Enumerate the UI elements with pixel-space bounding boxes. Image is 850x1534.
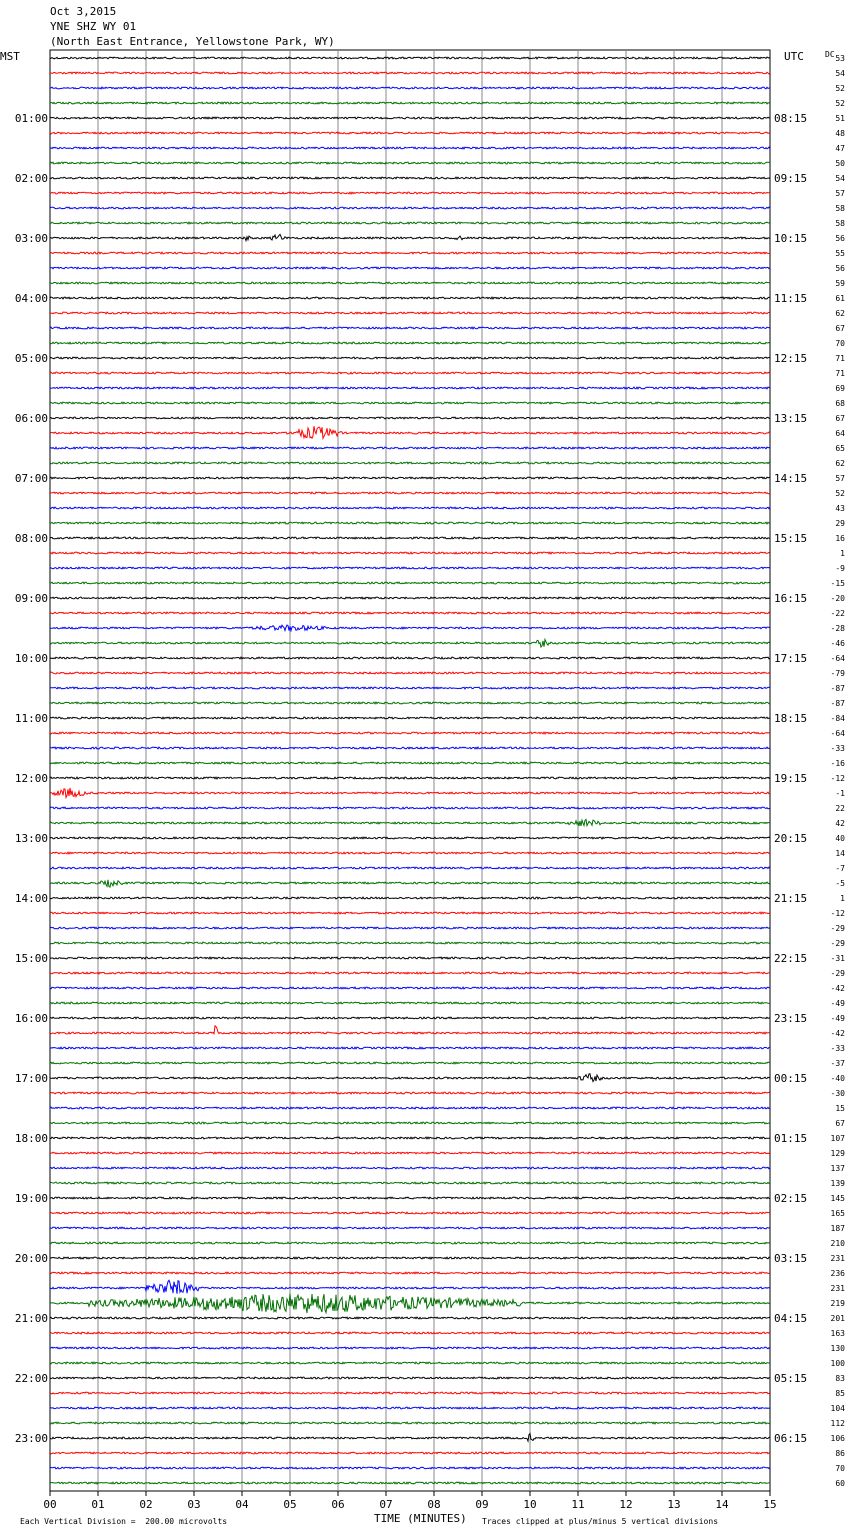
utc-hour-label: 13:15 [774, 412, 808, 425]
mst-hour-label: 23:00 [14, 1432, 48, 1445]
mst-hour-label: 22:00 [14, 1372, 48, 1385]
trace-line [50, 819, 770, 826]
utc-hour-label: 15:15 [774, 532, 808, 545]
mst-hour-label: 14:00 [14, 892, 48, 905]
trace-line [50, 1242, 770, 1244]
x-tick-label: 15 [763, 1498, 777, 1511]
dc-offset-label: 64 [835, 429, 845, 438]
dc-offset-label: 15 [835, 1104, 845, 1113]
utc-hour-label: 00:15 [774, 1072, 808, 1085]
dc-offset-label: -7 [835, 864, 845, 873]
trace-line [50, 582, 770, 584]
trace-line [50, 1107, 770, 1109]
trace-line [50, 147, 770, 149]
trace-line [50, 72, 770, 74]
dc-offset-label: 68 [835, 399, 845, 408]
trace-line [50, 897, 770, 899]
mst-hour-label: 18:00 [14, 1132, 48, 1145]
trace-line [50, 687, 770, 689]
trace-line [50, 1347, 770, 1349]
dc-offset-label: 57 [835, 474, 845, 483]
trace-line [50, 1167, 770, 1169]
dc-offset-label: -30 [830, 1089, 845, 1098]
trace-line [50, 417, 770, 419]
mst-hour-label: 13:00 [14, 832, 48, 845]
dc-offset-label: -20 [830, 594, 845, 603]
dc-offset-label: 145 [830, 1194, 845, 1203]
dc-offset-label: 51 [835, 114, 845, 123]
dc-offset-label: 130 [830, 1344, 845, 1353]
trace-line [50, 1272, 770, 1274]
dc-offset-label: 62 [835, 459, 845, 468]
dc-offset-label: 56 [835, 264, 845, 273]
dc-offset-label: -5 [835, 879, 845, 888]
x-tick-label: 02 [139, 1498, 153, 1511]
trace-line [50, 282, 770, 284]
trace-line [50, 1137, 770, 1139]
trace-line [50, 1062, 770, 1064]
dc-offset-label: 129 [830, 1149, 845, 1158]
trace-line [50, 507, 770, 509]
utc-hour-label: 03:15 [774, 1252, 808, 1265]
dc-offset-label: 210 [830, 1239, 845, 1248]
trace-line [50, 1452, 770, 1454]
mst-hour-label: 08:00 [14, 532, 48, 545]
x-tick-label: 00 [43, 1498, 57, 1511]
mst-hour-label: 12:00 [14, 772, 48, 785]
trace-line [50, 567, 770, 569]
x-tick-label: 10 [523, 1498, 537, 1511]
dc-offset-label: 231 [830, 1254, 845, 1263]
dc-offset-label: 83 [835, 1374, 845, 1383]
trace-line [50, 117, 770, 119]
dc-offset-label: 85 [835, 1389, 845, 1398]
dc-offset-label: 67 [835, 324, 845, 333]
trace-line [50, 1482, 770, 1484]
trace-line [50, 972, 770, 974]
utc-hour-label: 22:15 [774, 952, 808, 965]
x-tick-label: 09 [475, 1498, 489, 1511]
trace-line [50, 640, 770, 648]
dc-offset-label: -22 [830, 609, 845, 618]
utc-hour-label: 02:15 [774, 1192, 808, 1205]
dc-offset-label: 22 [835, 804, 845, 813]
utc-hour-label: 19:15 [774, 772, 808, 785]
dc-offset-label: -9 [835, 564, 845, 573]
dc-offset-label: 62 [835, 309, 845, 318]
dc-offset-label: 16 [835, 534, 845, 543]
dc-offset-label: 86 [835, 1449, 845, 1458]
dc-offset-label: -31 [830, 954, 845, 963]
dc-offset-label: 58 [835, 219, 845, 228]
dc-offset-label: -64 [830, 729, 845, 738]
dc-offset-label: 69 [835, 384, 845, 393]
trace-line [50, 372, 770, 374]
utc-hour-label: 23:15 [774, 1012, 808, 1025]
trace-line [50, 1257, 770, 1259]
mst-label: MST [0, 50, 20, 63]
x-tick-label: 05 [283, 1498, 297, 1511]
x-tick-label: 01 [91, 1498, 105, 1511]
dc-offset-label: -12 [830, 774, 845, 783]
dc-offset-label: 165 [830, 1209, 845, 1218]
trace-line [50, 177, 770, 179]
dc-offset-label: 47 [835, 144, 845, 153]
trace-line [50, 957, 770, 959]
trace-line [50, 1122, 770, 1124]
utc-hour-label: 10:15 [774, 232, 808, 245]
dc-offset-label: -49 [830, 999, 845, 1008]
mst-hour-label: 19:00 [14, 1192, 48, 1205]
x-tick-label: 06 [331, 1498, 345, 1511]
dc-offset-label: -28 [830, 624, 845, 633]
trace-line [50, 57, 770, 59]
trace-line [50, 477, 770, 479]
trace-line [50, 132, 770, 134]
dc-offset-label: 52 [835, 84, 845, 93]
mst-hour-label: 10:00 [14, 652, 48, 665]
mst-hour-label: 01:00 [14, 112, 48, 125]
trace-line [50, 837, 770, 839]
dc-offset-label: -29 [830, 939, 845, 948]
location-label: (North East Entrance, Yellowstone Park, WY) [50, 35, 335, 48]
trace-line [50, 462, 770, 464]
trace-line [50, 732, 770, 734]
trace-line [50, 987, 770, 989]
trace-line [50, 1182, 770, 1184]
trace-line [50, 1074, 770, 1082]
utc-hour-label: 01:15 [774, 1132, 808, 1145]
trace-line [50, 1017, 770, 1019]
utc-hour-label: 06:15 [774, 1432, 808, 1445]
dc-offset-label: -33 [830, 1044, 845, 1053]
trace-line [50, 552, 770, 554]
trace-line [50, 1377, 770, 1379]
trace-line [50, 342, 770, 344]
dc-offset-label: 59 [835, 279, 845, 288]
mst-hour-label: 05:00 [14, 352, 48, 365]
trace-line [50, 1467, 770, 1469]
utc-label: UTC [784, 50, 804, 63]
dc-offset-label: -15 [830, 579, 845, 588]
trace-line [50, 207, 770, 209]
trace-line [50, 252, 770, 254]
trace-line [50, 1422, 770, 1424]
trace-line [50, 1280, 770, 1293]
trace-line [50, 1433, 770, 1441]
trace-line [50, 612, 770, 614]
trace-line [50, 387, 770, 389]
trace-line [50, 492, 770, 494]
utc-hour-label: 05:15 [774, 1372, 808, 1385]
dc-offset-label: 53 [835, 54, 845, 63]
utc-hour-label: 16:15 [774, 592, 808, 605]
x-tick-label: 14 [715, 1498, 729, 1511]
dc-offset-label: 55 [835, 249, 845, 258]
trace-line [50, 1212, 770, 1214]
mst-hour-label: 04:00 [14, 292, 48, 305]
trace-line [50, 327, 770, 329]
dc-offset-label: 187 [830, 1224, 845, 1233]
trace-line [50, 672, 770, 674]
dc-offset-label: 65 [835, 444, 845, 453]
dc-offset-label: 61 [835, 294, 845, 303]
trace-line [50, 867, 770, 869]
trace-line [50, 1002, 770, 1004]
dc-offset-label: 163 [830, 1329, 845, 1338]
dc-offset-label: 14 [835, 849, 845, 858]
dc-offset-label: -40 [830, 1074, 845, 1083]
dc-offset-label: 1 [840, 549, 845, 558]
trace-line [50, 357, 770, 359]
x-tick-label: 04 [235, 1498, 249, 1511]
trace-line [50, 1026, 770, 1034]
utc-hour-label: 08:15 [774, 112, 808, 125]
utc-hour-label: 21:15 [774, 892, 808, 905]
trace-line [50, 426, 770, 438]
dc-offset-label: 57 [835, 189, 845, 198]
dc-offset-label: -37 [830, 1059, 845, 1068]
plot-frame [50, 50, 770, 1491]
trace-line [50, 1227, 770, 1229]
scale-note: Each Vertical Division = 200.00 microvolts [20, 1517, 228, 1526]
dc-label: DC [825, 50, 835, 59]
mst-hour-label: 02:00 [14, 172, 48, 185]
dc-offset-label: 71 [835, 369, 845, 378]
dc-offset-label: 50 [835, 159, 845, 168]
mst-hour-label: 20:00 [14, 1252, 48, 1265]
dc-offset-label: 100 [830, 1359, 845, 1368]
trace-line [50, 657, 770, 659]
utc-hour-label: 09:15 [774, 172, 808, 185]
trace-line [50, 522, 770, 524]
trace-line [50, 192, 770, 194]
trace-line [50, 1407, 770, 1409]
dc-offset-label: 236 [830, 1269, 845, 1278]
trace-line [50, 702, 770, 704]
dc-offset-label: -49 [830, 1014, 845, 1023]
clip-note: Traces clipped at plus/minus 5 vertical divisions [482, 1517, 719, 1526]
trace-line [50, 852, 770, 854]
station-label: YNE SHZ WY 01 [50, 20, 137, 33]
trace-line [50, 234, 770, 240]
dc-offset-label: -79 [830, 669, 845, 678]
utc-hour-label: 14:15 [774, 472, 808, 485]
trace-line [50, 1392, 770, 1394]
trace-line [50, 1362, 770, 1364]
x-axis-title: TIME (MINUTES) [374, 1512, 467, 1525]
dc-offset-label: -12 [830, 909, 845, 918]
dc-offset-label: -29 [830, 924, 845, 933]
dc-offset-label: 104 [830, 1404, 845, 1413]
dc-offset-label: 52 [835, 99, 845, 108]
x-tick-label: 03 [187, 1498, 201, 1511]
dc-offset-label: -33 [830, 744, 845, 753]
trace-line [50, 537, 770, 539]
trace-line [50, 1332, 770, 1334]
dc-offset-label: 67 [835, 414, 845, 423]
trace-line [50, 312, 770, 314]
trace-line [50, 912, 770, 914]
x-tick-label: 13 [667, 1498, 681, 1511]
mst-hour-label: 15:00 [14, 952, 48, 965]
dc-offset-label: 52 [835, 489, 845, 498]
dc-offset-label: 42 [835, 819, 845, 828]
dc-offset-label: 201 [830, 1314, 845, 1323]
mst-hour-label: 09:00 [14, 592, 48, 605]
trace-line [50, 1047, 770, 1049]
mst-hour-label: 06:00 [14, 412, 48, 425]
dc-offset-label: 43 [835, 504, 845, 513]
utc-hour-label: 11:15 [774, 292, 808, 305]
dc-offset-label: 40 [835, 834, 845, 843]
dc-offset-label: 70 [835, 339, 845, 348]
trace-line [50, 717, 770, 719]
trace-line [50, 788, 770, 798]
mst-hour-label: 03:00 [14, 232, 48, 245]
trace-line [50, 162, 770, 164]
dc-offset-label: 54 [835, 69, 845, 78]
trace-line [50, 1092, 770, 1094]
dc-offset-label: 56 [835, 234, 845, 243]
trace-line [50, 1197, 770, 1199]
trace-line [50, 297, 770, 299]
x-tick-label: 07 [379, 1498, 393, 1511]
dc-offset-label: -16 [830, 759, 845, 768]
utc-hour-label: 20:15 [774, 832, 808, 845]
mst-hour-label: 21:00 [14, 1312, 48, 1325]
dc-offset-label: -87 [830, 684, 845, 693]
dc-offset-label: -1 [835, 789, 845, 798]
dc-offset-label: 54 [835, 174, 845, 183]
dc-offset-label: 106 [830, 1434, 845, 1443]
trace-line [50, 942, 770, 944]
dc-offset-label: 60 [835, 1479, 845, 1488]
trace-line [50, 402, 770, 404]
dc-offset-label: -84 [830, 714, 845, 723]
trace-line [50, 1294, 770, 1314]
x-tick-label: 12 [619, 1498, 633, 1511]
dc-offset-label: 1 [840, 894, 845, 903]
trace-line [50, 807, 770, 809]
dc-offset-label: -29 [830, 969, 845, 978]
dc-offset-label: -64 [830, 654, 845, 663]
dc-offset-label: 231 [830, 1284, 845, 1293]
x-tick-label: 11 [571, 1498, 585, 1511]
utc-hour-label: 12:15 [774, 352, 808, 365]
trace-line [50, 880, 770, 887]
trace-line [50, 87, 770, 89]
dc-offset-label: 137 [830, 1164, 845, 1173]
trace-line [50, 267, 770, 269]
dc-offset-label: 70 [835, 1464, 845, 1473]
utc-hour-label: 04:15 [774, 1312, 808, 1325]
x-tick-label: 08 [427, 1498, 441, 1511]
dc-offset-label: -87 [830, 699, 845, 708]
trace-line [50, 927, 770, 929]
mst-hour-label: 11:00 [14, 712, 48, 725]
trace-line [50, 597, 770, 599]
trace-line [50, 625, 770, 631]
trace-line [50, 747, 770, 749]
mst-hour-label: 17:00 [14, 1072, 48, 1085]
dc-offset-label: 112 [830, 1419, 845, 1428]
mst-hour-label: 16:00 [14, 1012, 48, 1025]
trace-line [50, 102, 770, 104]
dc-offset-label: -46 [830, 639, 845, 648]
utc-hour-label: 18:15 [774, 712, 808, 725]
dc-offset-label: 29 [835, 519, 845, 528]
date-label: Oct 3,2015 [50, 5, 117, 18]
mst-hour-label: 07:00 [14, 472, 48, 485]
dc-offset-label: 219 [830, 1299, 845, 1308]
dc-offset-label: 67 [835, 1119, 845, 1128]
trace-line [50, 1152, 770, 1154]
trace-line [50, 447, 770, 449]
dc-offset-label: 107 [830, 1134, 845, 1143]
dc-offset-label: -42 [830, 1029, 845, 1038]
dc-offset-label: 48 [835, 129, 845, 138]
trace-line [50, 762, 770, 764]
trace-line [50, 777, 770, 779]
trace-line [50, 222, 770, 224]
dc-offset-label: 58 [835, 204, 845, 213]
trace-line [50, 1317, 770, 1319]
dc-offset-label: 139 [830, 1179, 845, 1188]
utc-hour-label: 17:15 [774, 652, 808, 665]
dc-offset-label: -42 [830, 984, 845, 993]
dc-offset-label: 71 [835, 354, 845, 363]
